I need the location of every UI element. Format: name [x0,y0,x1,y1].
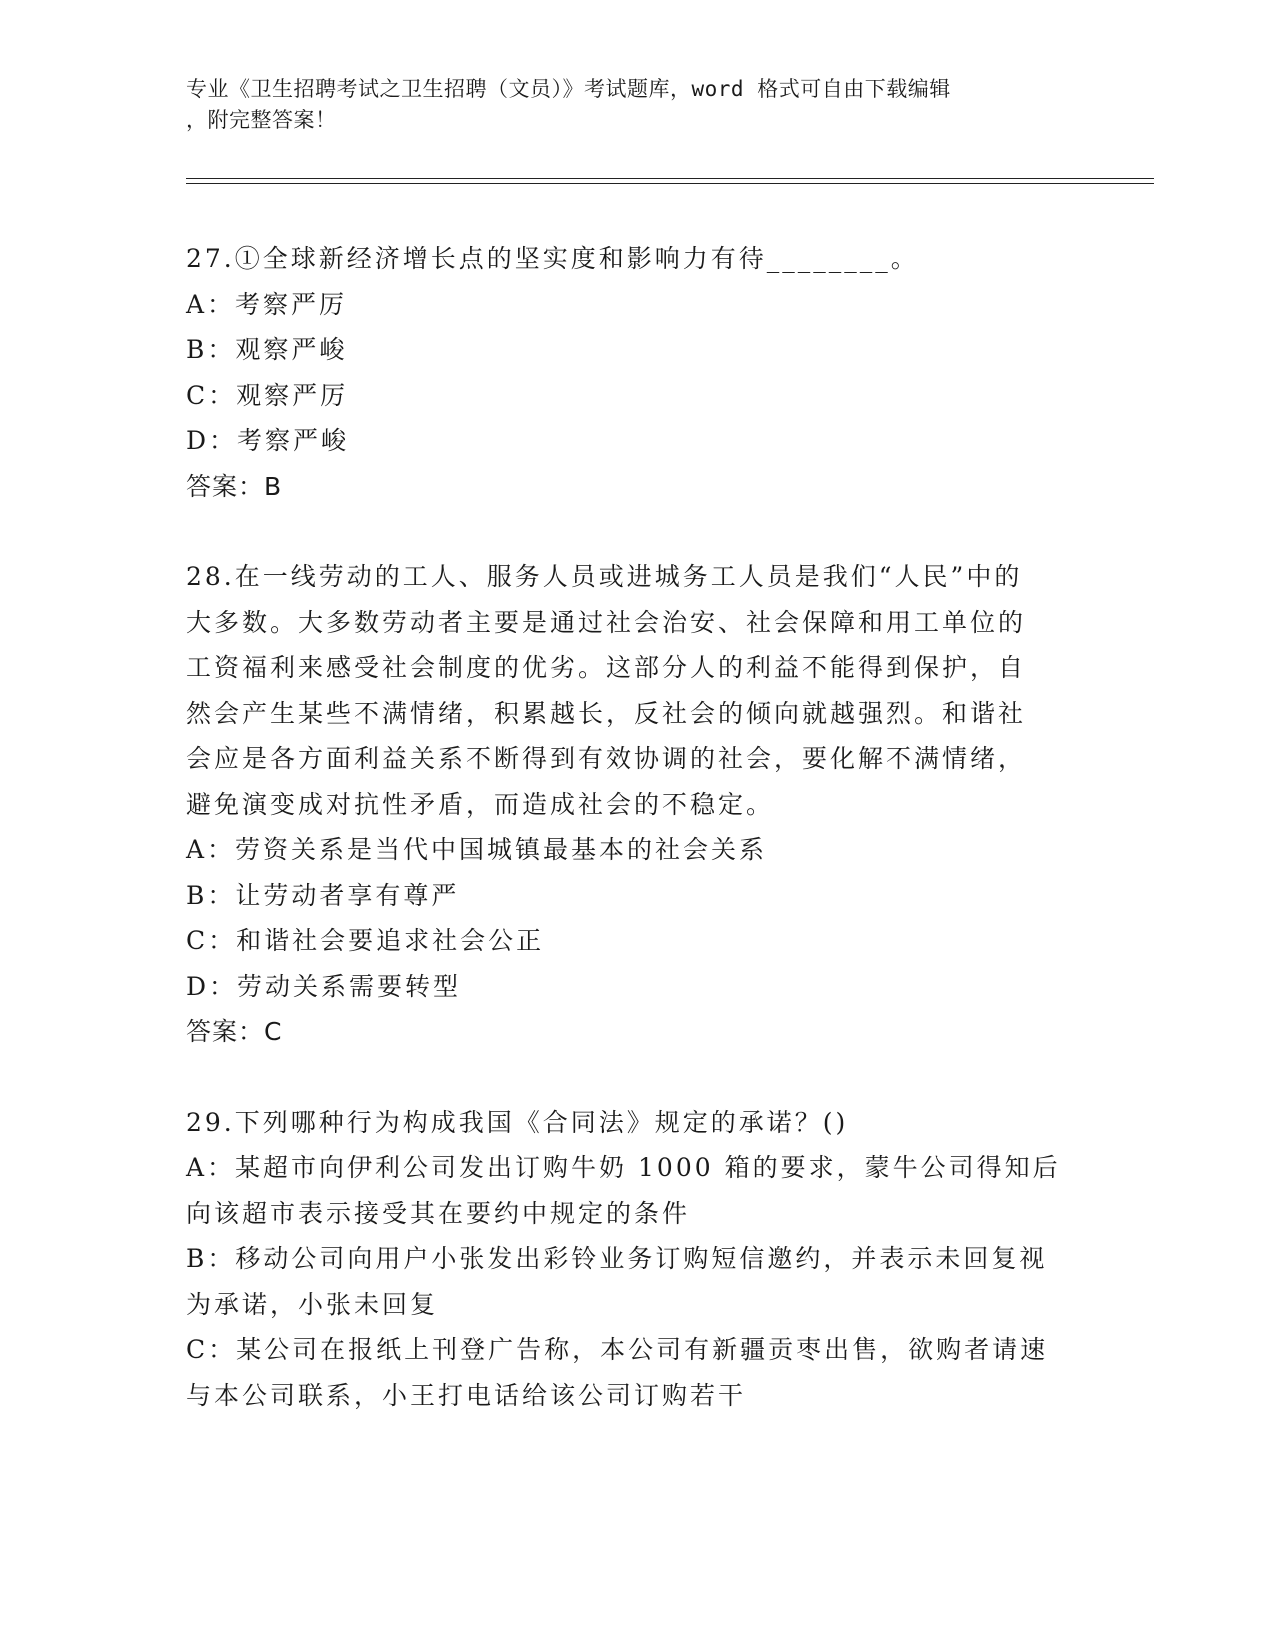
question-stem: 大多数。大多数劳动者主要是通过社会治安、社会保障和用工单位的 [186,607,1027,637]
question-29 [186,1100,1086,1419]
question-stem: 避免演变成对抗性矛盾，而造成社会的不稳定。 [186,789,775,819]
question-stem: 工资福利来感受社会制度的优劣。这部分人的利益不能得到保护，自 [186,653,1027,682]
question-stem: 28.在一线劳动的工人、服务人员或进城务工人员是我们“人民”中的 [186,562,1023,591]
option-c: C：和谐社会要追求社会公正 [186,926,545,955]
header-line-2: ，附完整答案！ [186,108,337,132]
option-a-continued: 向该超市表示接受其在要约中规定的条件 [186,1198,691,1228]
option-c-continued: 与本公司联系，小王打电话给该公司订购若干 [186,1380,747,1410]
question-stem: 然会产生某些不满情绪，积累越长，反社会的倾向就越强烈。和谐社 [186,698,1027,728]
answer-label: 答案：B [186,471,283,501]
header-line-1: 专业《卫生招聘考试之卫生招聘（文员）》考试题库，word 格式可自由下载编辑 [186,77,951,101]
question-27 [186,236,1086,509]
document-header [186,74,1066,136]
option-b: B：移动公司向用户小张发出彩铃业务订购短信邀约，并表示未回复视 [186,1244,1048,1273]
question-list [186,236,1086,1463]
answer-label: 答案：C [186,1017,283,1046]
question-stem: 29.下列哪种行为构成我国《合同法》规定的承诺？() [186,1107,849,1137]
option-d: D：劳动关系需要转型 [186,971,462,1001]
option-b: B：观察严峻 [186,335,348,364]
option-a: A：考察严厉 [186,289,348,319]
option-c: C：观察严厉 [186,380,349,410]
option-b-continued: 为承诺，小张未回复 [186,1289,439,1319]
option-a: A：某超市向伊利公司发出订购牛奶 1000 箱的要求，蒙牛公司得知后 [186,1153,1061,1182]
option-b: B：让劳动者享有尊严 [186,880,460,910]
option-d: D：考察严峻 [186,426,350,455]
question-stem: 会应是各方面利益关系不断得到有效协调的社会，要化解不满情绪， [186,744,1027,773]
option-a: A：劳资关系是当代中国城镇最基本的社会关系 [186,835,768,864]
question-stem: 27.①全球新经济增长点的坚实度和影响力有待________。 [186,244,919,273]
header-divider [186,178,1154,184]
option-c: C：某公司在报纸上刊登广告称，本公司有新疆贡枣出售，欲购者请速 [186,1335,1049,1364]
question-28 [186,554,1086,1055]
